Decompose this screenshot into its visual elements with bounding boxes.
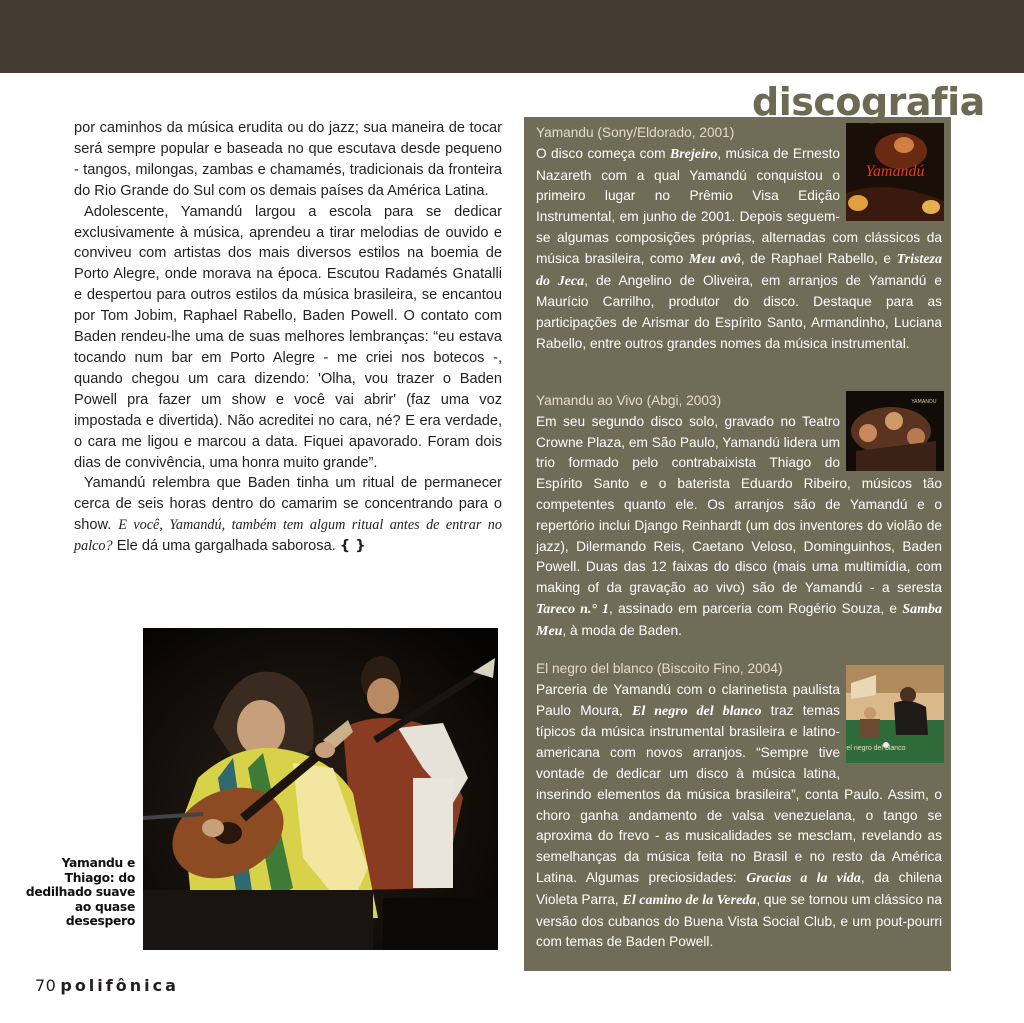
article-question: E você, Yamandú, também tem algum ritual antes de entrar no palco? [74, 517, 502, 555]
album-entry [536, 659, 942, 953]
album-cover-image [846, 123, 944, 221]
album-text: Em seu segundo disco solo, gravado no Teatro Crowne Plaza, em São Paulo, Yamandú lidera um trio formado pelo contrabaixista Thiago do Espírito Santo e o baterista Eduardo Ribeiro, músicos tão competentes quanto ele. Os arranjos são de Yamandú e o repertório inclui Django Reinhardt (um dos inventores do violão de jazz), Dilermando Reis, Caetano Veloso, Dominguinhos, Baden Powell. Duas das 12 faixas do disco (mais uma multimídia, com making of da gravação ao vivo) são de Yamandú - a seresta [536, 413, 942, 596]
album-text: , que se tornou um clássico na versão dos cubanos do Buena Vista Social Club, e um pout-pourri com temas de Baden Powell. [536, 891, 942, 950]
article-paragraph-text: Yamandú relembra que Baden tinha um ritual de permanecer cerca de seis horas dentro do camarim se concentrando para o show. [74, 475, 502, 534]
track-name: Tristeza do Jeca [536, 251, 942, 289]
album-title: Yamandu (Sony/Eldorado, 2001) [536, 125, 735, 140]
track-name: Gracias a la vida [746, 870, 861, 886]
magazine-name: polifônica [60, 976, 179, 995]
article-paragraph-end: Ele dá uma gargalhada saborosa. [116, 538, 336, 555]
article-paragraph [74, 473, 502, 557]
album-text: , de Angelino de Oliveira, em arranjos de Yamandú e Maurício Carrilho, produtor do disco. Destaque para as participações de Arismar do Espírito Santo, Armandinho, Luciana Rabello, entre outros grandes nomes da música instrumental. [536, 272, 942, 351]
track-name: El camino de la Vereda [622, 892, 757, 908]
album-text: , música de Ernesto Nazareth com a qual Yamandú conquistou o primeiro lugar no Prêmio Visa Edição Instrumental, em junho de 2001. Depois seguem-se algumas composições próprias, alternadas com clássicos da música brasileira, como [536, 145, 942, 266]
album-text: traz temas típicos da música instrumental brasileira e latino-americana com novos arranjos. “Sempre tive vontade de dedicar um disco à música latina, inserindo elementos da música brasileira”, conta Paulo. Assim, o choro ganha andamento de valsa venezuelana, o tango se aproxima do frevo - as musicalidades se mesclam, revelando as semelhanças da música feita no Brasil e no resto da América Latina. Algumas preciosidades: [536, 702, 942, 885]
discografia-panel [524, 117, 951, 971]
article-text-column [74, 118, 502, 557]
album-cover-image [846, 391, 944, 471]
album-cover-yamandu [846, 123, 944, 221]
album-entry [536, 123, 942, 355]
album-cover-title: el negro del blanco [846, 745, 906, 752]
musicians-photo [143, 628, 498, 950]
album-cover-image [846, 665, 944, 763]
track-name: Brejeiro [669, 146, 718, 162]
album-text: , assinado em parceria com Rogério Souza, e [608, 600, 903, 616]
album-text: O disco começa com [536, 145, 670, 161]
track-name: El negro del blanco [632, 703, 762, 719]
section-title: discografia [752, 80, 985, 124]
page-number: 70 [35, 976, 57, 995]
album-title: Yamandu ao Vivo (Abgi, 2003) [536, 393, 722, 408]
photo-caption: Yamandu e Thiago: do dedilhado suave ao quase desespero [25, 856, 135, 929]
article-paragraph: Adolescente, Yamandú largou a escola para se dedicar exclusivamente à música, aprendeu a tirar melodias de ouvido e conviveu com artistas dos mais diversos estilos na boemia de Porto Alegre, onde morava na época. Escutou Radamés Gnatalli e despertou para outros estilos da música brasileira, se encantou por Tom Jobim, Raphael Rabello, Baden Powell. O contato com Baden rendeu-lhe uma de suas melhores lembranças: “eu estava tocando num bar em Porto Alegre - me criei nos botecos -, quando chegou um cara dizendo: 'Olha, vou trazer o Baden Powell pra fazer um show e você vai abrir' (faz uma voz impostada e divertida). Não acreditei no cara, né? E era verdade, o cara me ligou e marcou a data. Fiquei apavorado. Foram dois dias de convivência, uma honra muito grande”. [74, 203, 502, 471]
header-band [0, 0, 1024, 73]
end-mark: { } [339, 537, 366, 555]
album-entry [536, 391, 942, 643]
album-cover-title: Yamandú [865, 163, 925, 180]
track-name: Samba Meu [536, 601, 942, 639]
album-text: , de Raphael Rabello, e [740, 250, 897, 266]
page-footer [35, 976, 179, 995]
album-text: Parceria de Yamandú com o clarinetista paulista Paulo Moura, [536, 681, 840, 718]
album-cover-el-negro [846, 665, 944, 763]
album-title: El negro del blanco (Biscoito Fino, 2004) [536, 661, 783, 676]
track-name: Tareco n.° 1 [536, 601, 609, 617]
album-cover-ao-vivo [846, 391, 944, 471]
album-cover-title: YAMANDU [911, 399, 937, 405]
album-text: , da chilena Violeta Parra, [536, 869, 943, 907]
article-paragraph: por caminhos da música erudita ou do jazz; sua maneira de tocar será sempre popular e baseada no que escutava desde pequeno - tangos, milongas, zambas e chamamés, tradicionais da fronteira do Rio Grande do Sul com os demais países da América Latina. [74, 120, 502, 199]
track-name: Meu avô [688, 251, 741, 267]
album-text: , à moda de Baden. [562, 622, 682, 638]
musicians-photo-illustration [143, 628, 498, 950]
